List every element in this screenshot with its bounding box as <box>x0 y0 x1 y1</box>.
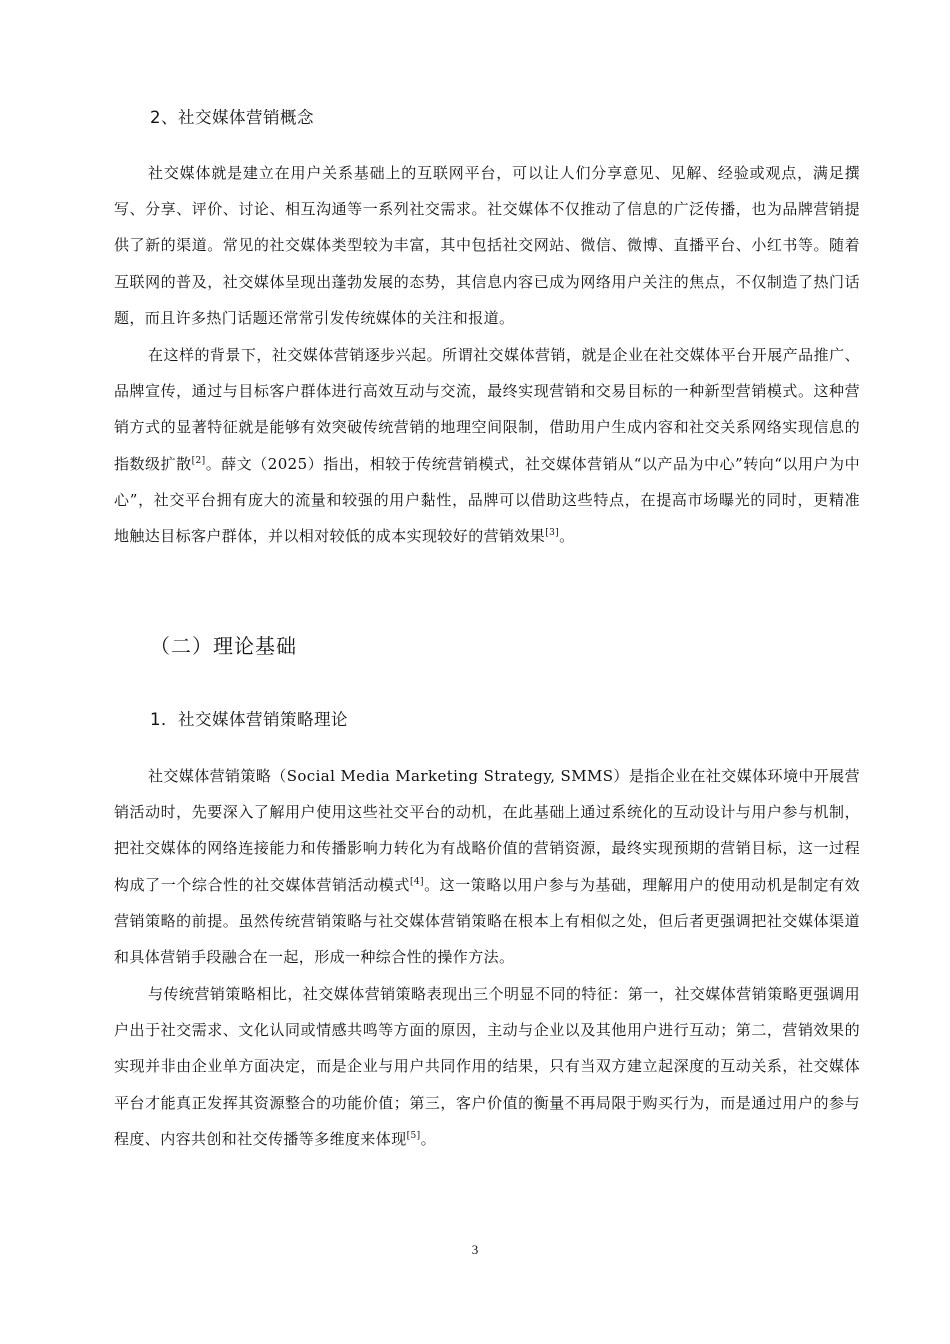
paragraph-text: 。薛文（2025）指出，相较于传统营销模式，社交媒体营销从“以产品为中心”转向“以用户为中心”，社交平台拥有庞大的流量和较强的用户黏性，品牌可以借助这些特点，在提高市场曝光的同时，更精准地触达目标客户群体，并以相对较低的成本实现较好的营销效果 <box>114 454 860 546</box>
paragraph-text: 。这一策略以用户参与为基础，理解用户的使用动机是制定有效营销策略的前提。虽然传统营销策略与社交媒体营销策略在根本上有相似之处，但后者更强调把社交媒体渠道和具体营销手段融合在一起，形成一种综合性的操作方法。 <box>114 875 860 967</box>
paragraph-strategy-1 <box>114 758 860 975</box>
paragraph-text: 社交媒体就是建立在用户关系基础上的互联网平台，可以让人们分享意见、见解、经验或观点，满足撰写、分享、评价、讨论、相互沟通等一系列社交需求。社交媒体不仅推动了信息的广泛传播，也为品牌营销提供了新的渠道。常见的社交媒体类型较为丰富，其中包括社交网站、微信、微博、直播平台、小红书等。随着互联网的普及，社交媒体呈现出蓬勃发展的态势，其信息内容已成为网络用户关注的焦点，不仅制造了热门话题，而且许多热门话题还常常引发传统媒体的关注和报道。 <box>114 164 860 327</box>
paragraph-text: 社交媒体营销策略（Social Media Marketing Strategy, SMMS）是指企业在社交媒体环境中开展营销活动时，先要深入了解用户使用这些社交平台的动机，在此基础上通过系统化的互动设计与用户参与机制，把社交媒体的网络连接能力和传播影响力转化为有战略价值的营销资源，最终实现预期的营销目标，这一过程构成了一个综合性的社交媒体营销活动模式 <box>114 767 860 894</box>
page-number: 3 <box>471 1242 479 1257</box>
paragraph-concept-2 <box>114 337 860 554</box>
citation-ref[interactable]: [5] <box>406 1130 421 1141</box>
paragraph-text: 。 <box>420 1129 436 1148</box>
paragraph-text: 。 <box>559 527 575 546</box>
paragraph-strategy-2 <box>114 976 860 1157</box>
citation-ref[interactable]: [4] <box>409 876 424 887</box>
section-heading-theory: （二）理论基础 <box>150 634 297 658</box>
paragraph-text: 与传统营销策略相比，社交媒体营销策略表现出三个明显不同的特征：第一，社交媒体营销策略更强调用户出于社交需求、文化认同或情感共鸣等方面的原因，主动与企业以及其他用户进行互动；第二，营销效果的实现并非由企业单方面决定，而是企业与用户共同作用的结果，只有当双方建立起深度的互动关系，社交媒体平台才能真正发挥其资源整合的功能价值；第三，客户价值的衡量不再局限于购买行为，而是通过用户的参与程度、内容共创和社交传播等多维度来体现 <box>114 985 860 1148</box>
citation-ref[interactable]: [2] <box>191 455 206 466</box>
section-heading-concept: 2、社交媒体营销概念 <box>150 108 314 127</box>
citation-ref[interactable]: [3] <box>545 528 560 539</box>
section-heading-strategy: 1．社交媒体营销策略理论 <box>150 710 348 729</box>
paragraph-concept-1 <box>114 155 860 336</box>
paragraph-text: 在这样的背景下，社交媒体营销逐步兴起。所谓社交媒体营销，就是企业在社交媒体平台开展产品推广、品牌宣传，通过与目标客户群体进行高效互动与交流，最终实现营销和交易目标的一种新型营销模式。这种营销方式的显著特征就是能够有效突破传统营销的地理空间限制，借助用户生成内容和社交关系网络实现信息的指数级扩散 <box>114 346 860 473</box>
